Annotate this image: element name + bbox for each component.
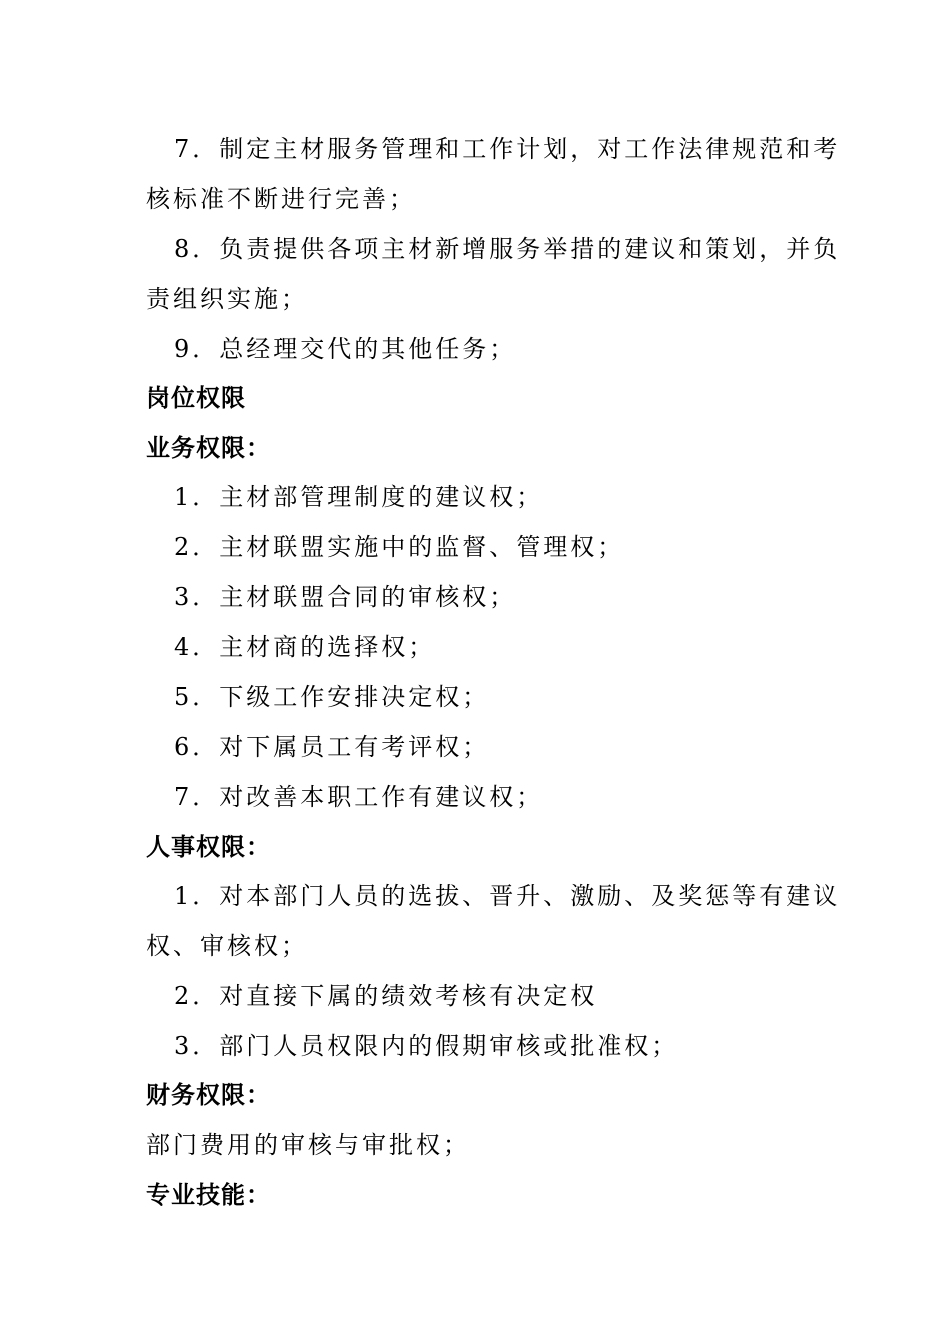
business-heading: 业务权限： <box>146 434 271 462</box>
finance-text: 部门费用的审核与审批权； <box>146 1131 470 1159</box>
business-item-7: 7．对改善本职工作有建议权； <box>174 783 544 811</box>
duty-7-line-1: 7．制定主材服务管理和工作计划，对工作法律规范和考 <box>174 135 841 163</box>
business-item-6: 6．对下属员工有考评权； <box>174 733 490 761</box>
business-item-2: 2．主材联盟实施中的监督、管理权； <box>174 533 625 561</box>
duty-8-line-2: 责组织实施； <box>146 285 308 313</box>
personnel-heading: 人事权限： <box>146 833 271 861</box>
section-title: 岗位权限 <box>146 384 246 412</box>
personnel-item-1-line-1: 1．对本部门人员的选拔、晋升、激励、及奖惩等有建议 <box>174 882 841 910</box>
personnel-item-1-line-2: 权、审核权； <box>146 932 308 960</box>
duty-9: 9．总经理交代的其他任务； <box>174 335 517 363</box>
finance-heading: 财务权限： <box>146 1081 271 1109</box>
personnel-item-2: 2．对直接下属的绩效考核有决定权 <box>174 982 598 1010</box>
business-item-3: 3．主材联盟合同的审核权； <box>174 583 517 611</box>
skills-heading: 专业技能： <box>146 1181 271 1209</box>
business-item-1: 1．主材部管理制度的建议权； <box>174 483 544 511</box>
business-item-5: 5．下级工作安排决定权； <box>174 683 490 711</box>
business-item-4: 4．主材商的选择权； <box>174 633 436 661</box>
duty-8-line-1: 8．负责提供各项主材新增服务举措的建议和策划，并负 <box>174 235 841 263</box>
duty-7-line-2: 核标准不断进行完善； <box>146 185 416 213</box>
personnel-item-3: 3．部门人员权限内的假期审核或批准权； <box>174 1032 679 1060</box>
